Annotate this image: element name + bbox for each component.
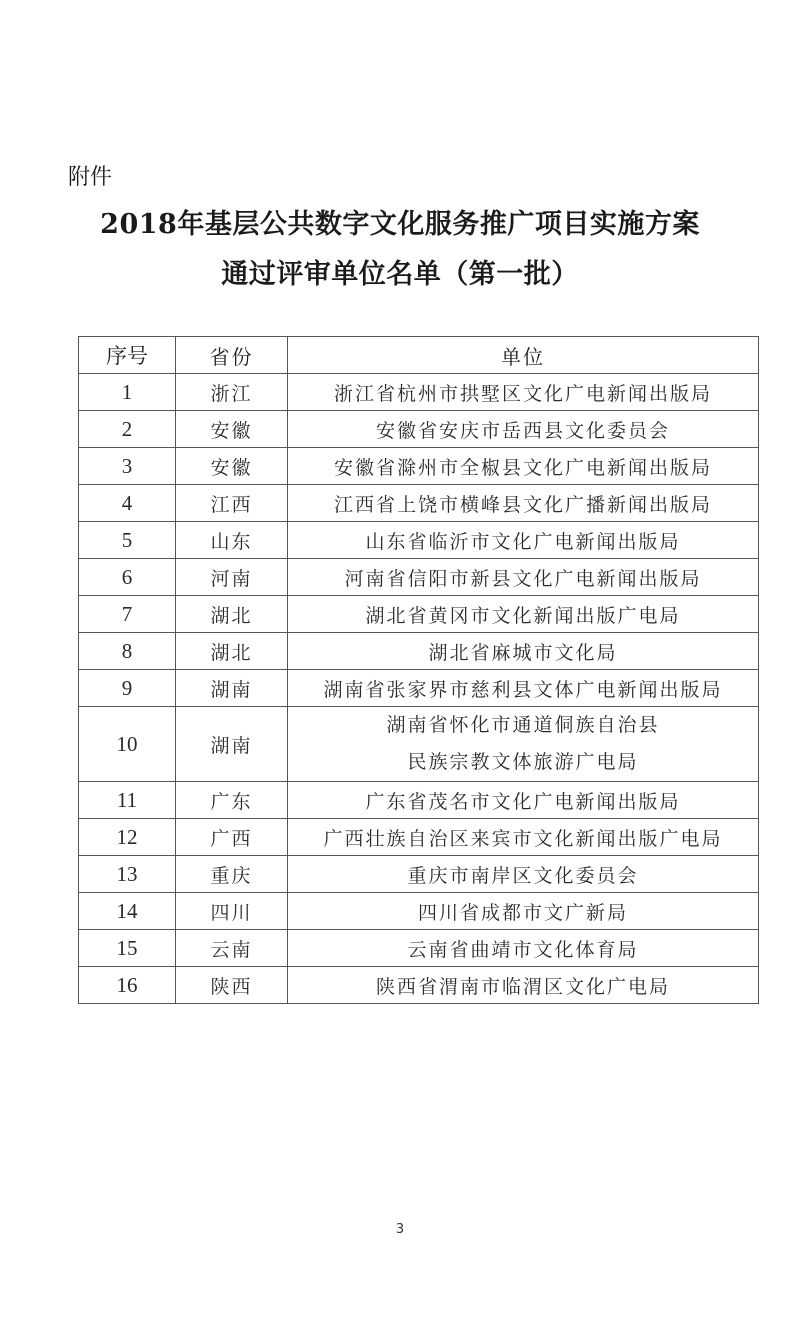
row-number: 10 xyxy=(79,707,176,782)
table-row xyxy=(79,596,759,633)
row-province: 湖南 xyxy=(176,707,288,782)
row-unit: 河南省信阳市新县文化广电新闻出版局 xyxy=(288,559,759,596)
table-row xyxy=(79,893,759,930)
row-unit: 安徽省滁州市全椒县文化广电新闻出版局 xyxy=(288,448,759,485)
table-row xyxy=(79,782,759,819)
row-unit: 湖南省张家界市慈利县文体广电新闻出版局 xyxy=(288,670,759,707)
table-row xyxy=(79,670,759,707)
row-number: 1 xyxy=(79,374,176,411)
row-number: 14 xyxy=(79,893,176,930)
row-number: 7 xyxy=(79,596,176,633)
row-province: 河南 xyxy=(176,559,288,596)
row-province: 安徽 xyxy=(176,411,288,448)
row-unit: 湖北省黄冈市文化新闻出版广电局 xyxy=(288,596,759,633)
header-province: 省份 xyxy=(176,337,288,374)
table-row xyxy=(79,374,759,411)
row-number: 12 xyxy=(79,819,176,856)
row-unit: 浙江省杭州市拱墅区文化广电新闻出版局 xyxy=(288,374,759,411)
header-number: 序号 xyxy=(79,337,176,374)
document-title-line2: 通过评审单位名单（第一批） xyxy=(221,259,579,290)
table-row xyxy=(79,485,759,522)
document-title-line1: 2018年基层公共数字文化服务推广项目实施方案 xyxy=(100,209,700,240)
row-unit-line2: 民族宗教文体旅游广电局 xyxy=(407,751,639,773)
table-row xyxy=(79,856,759,893)
row-province: 陕西 xyxy=(176,967,288,1004)
row-province: 湖北 xyxy=(176,596,288,633)
row-unit xyxy=(288,707,759,782)
row-number: 3 xyxy=(79,448,176,485)
page-number: 3 xyxy=(395,1222,405,1237)
table-row xyxy=(79,633,759,670)
row-province: 山东 xyxy=(176,522,288,559)
approved-units-table xyxy=(78,336,759,1004)
table-row xyxy=(79,559,759,596)
row-province: 浙江 xyxy=(176,374,288,411)
row-province: 重庆 xyxy=(176,856,288,893)
row-unit: 广西壮族自治区来宾市文化新闻出版广电局 xyxy=(288,819,759,856)
row-number: 13 xyxy=(79,856,176,893)
row-number: 5 xyxy=(79,522,176,559)
row-unit: 四川省成都市文广新局 xyxy=(288,893,759,930)
row-unit: 湖北省麻城市文化局 xyxy=(288,633,759,670)
row-number: 16 xyxy=(79,967,176,1004)
row-province: 广东 xyxy=(176,782,288,819)
row-unit: 陕西省渭南市临渭区文化广电局 xyxy=(288,967,759,1004)
table-row xyxy=(79,411,759,448)
row-province: 云南 xyxy=(176,930,288,967)
table-row xyxy=(79,967,759,1004)
row-number: 15 xyxy=(79,930,176,967)
row-province: 湖南 xyxy=(176,670,288,707)
row-unit: 山东省临沂市文化广电新闻出版局 xyxy=(288,522,759,559)
row-unit: 重庆市南岸区文化委员会 xyxy=(288,856,759,893)
row-unit: 江西省上饶市横峰县文化广播新闻出版局 xyxy=(288,485,759,522)
table-row xyxy=(79,930,759,967)
row-province: 广西 xyxy=(176,819,288,856)
row-number: 6 xyxy=(79,559,176,596)
row-unit: 广东省茂名市文化广电新闻出版局 xyxy=(288,782,759,819)
table-row xyxy=(79,448,759,485)
table-row xyxy=(79,819,759,856)
row-number: 4 xyxy=(79,485,176,522)
table-header-row xyxy=(79,337,759,374)
row-number: 8 xyxy=(79,633,176,670)
row-unit: 云南省曲靖市文化体育局 xyxy=(288,930,759,967)
row-unit-line1: 湖南省怀化市通道侗族自治县 xyxy=(386,714,660,736)
table-row xyxy=(79,522,759,559)
row-province: 安徽 xyxy=(176,448,288,485)
row-number: 11 xyxy=(79,782,176,819)
row-province: 四川 xyxy=(176,893,288,930)
row-unit: 安徽省安庆市岳西县文化委员会 xyxy=(288,411,759,448)
row-number: 9 xyxy=(79,670,176,707)
table-row xyxy=(79,707,759,782)
attachment-label: 附件 xyxy=(68,165,113,190)
row-province: 湖北 xyxy=(176,633,288,670)
row-number: 2 xyxy=(79,411,176,448)
header-unit: 单位 xyxy=(288,337,759,374)
row-province: 江西 xyxy=(176,485,288,522)
